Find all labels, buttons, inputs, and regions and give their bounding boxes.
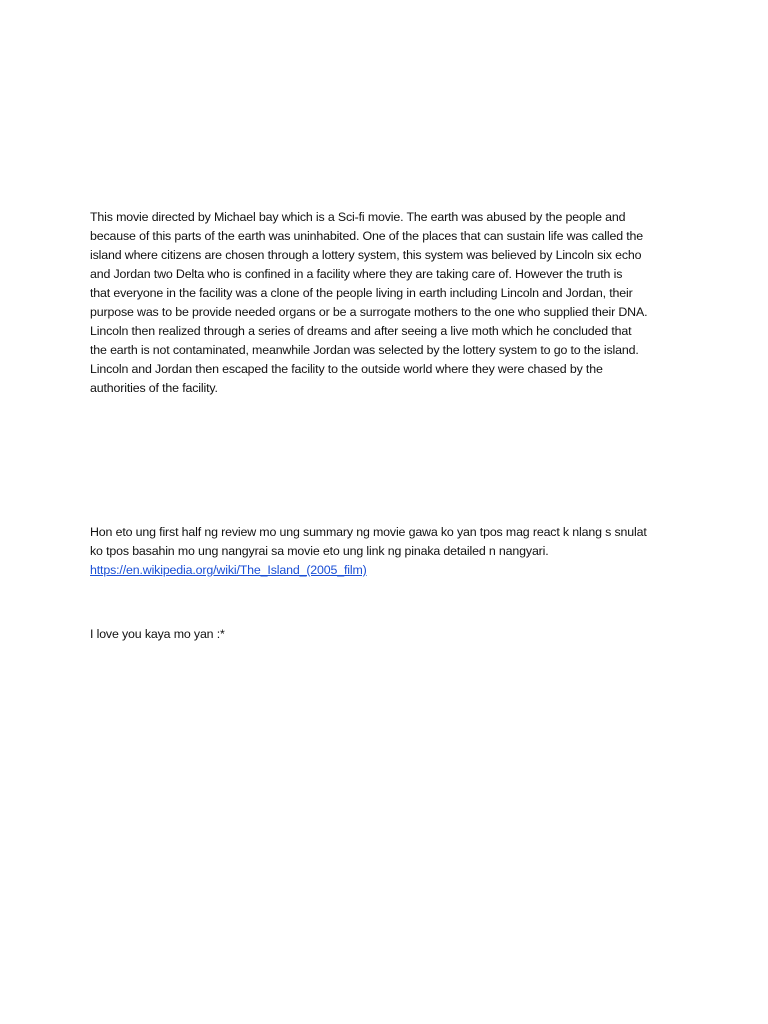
text-line: because of this parts of the earth was uninhabited. One of the places that can sustain life was called the bbox=[90, 229, 644, 243]
text-line: ko tpos basahin mo ung nangyrai sa movie eto ung link ng pinaka detailed n nangyari. bbox=[90, 544, 549, 558]
text-line: island where citizens are chosen through a lottery system, this system was believed by Lincoln six echo bbox=[90, 248, 642, 262]
text-line: Hon eto ung first half ng review mo ung summary ng movie gawa ko yan tpos mag react k nlang s snulat bbox=[90, 525, 647, 539]
wikipedia-link[interactable]: https://en.wikipedia.org/wiki/The_Island_(2005_film) bbox=[90, 563, 367, 577]
closing-line: I love you kaya mo yan :* bbox=[90, 627, 225, 641]
text-line: and Jordan two Delta who is confined in a facility where they are taking care of. However the truth is bbox=[90, 267, 623, 281]
text-line: that everyone in the facility was a clone of the people living in earth including Lincoln and Jordan, their bbox=[90, 286, 633, 300]
text-line: Lincoln and Jordan then escaped the facility to the outside world where they were chased by the bbox=[90, 362, 603, 376]
note-paragraph bbox=[90, 523, 680, 580]
text-line: the earth is not contaminated, meanwhile Jordan was selected by the lottery system to go to the island. bbox=[90, 343, 639, 357]
text-line: purpose was to be provide needed organs or be a surrogate mothers to the one who supplied their DNA. bbox=[90, 305, 648, 319]
summary-paragraph bbox=[90, 208, 680, 398]
text-line: authorities of the facility. bbox=[90, 381, 218, 395]
text-line: Lincoln then realized through a series of dreams and after seeing a live moth which he concluded that bbox=[90, 324, 632, 338]
text-line: This movie directed by Michael bay which is a Sci-fi movie. The earth was abused by the people and bbox=[90, 210, 626, 224]
